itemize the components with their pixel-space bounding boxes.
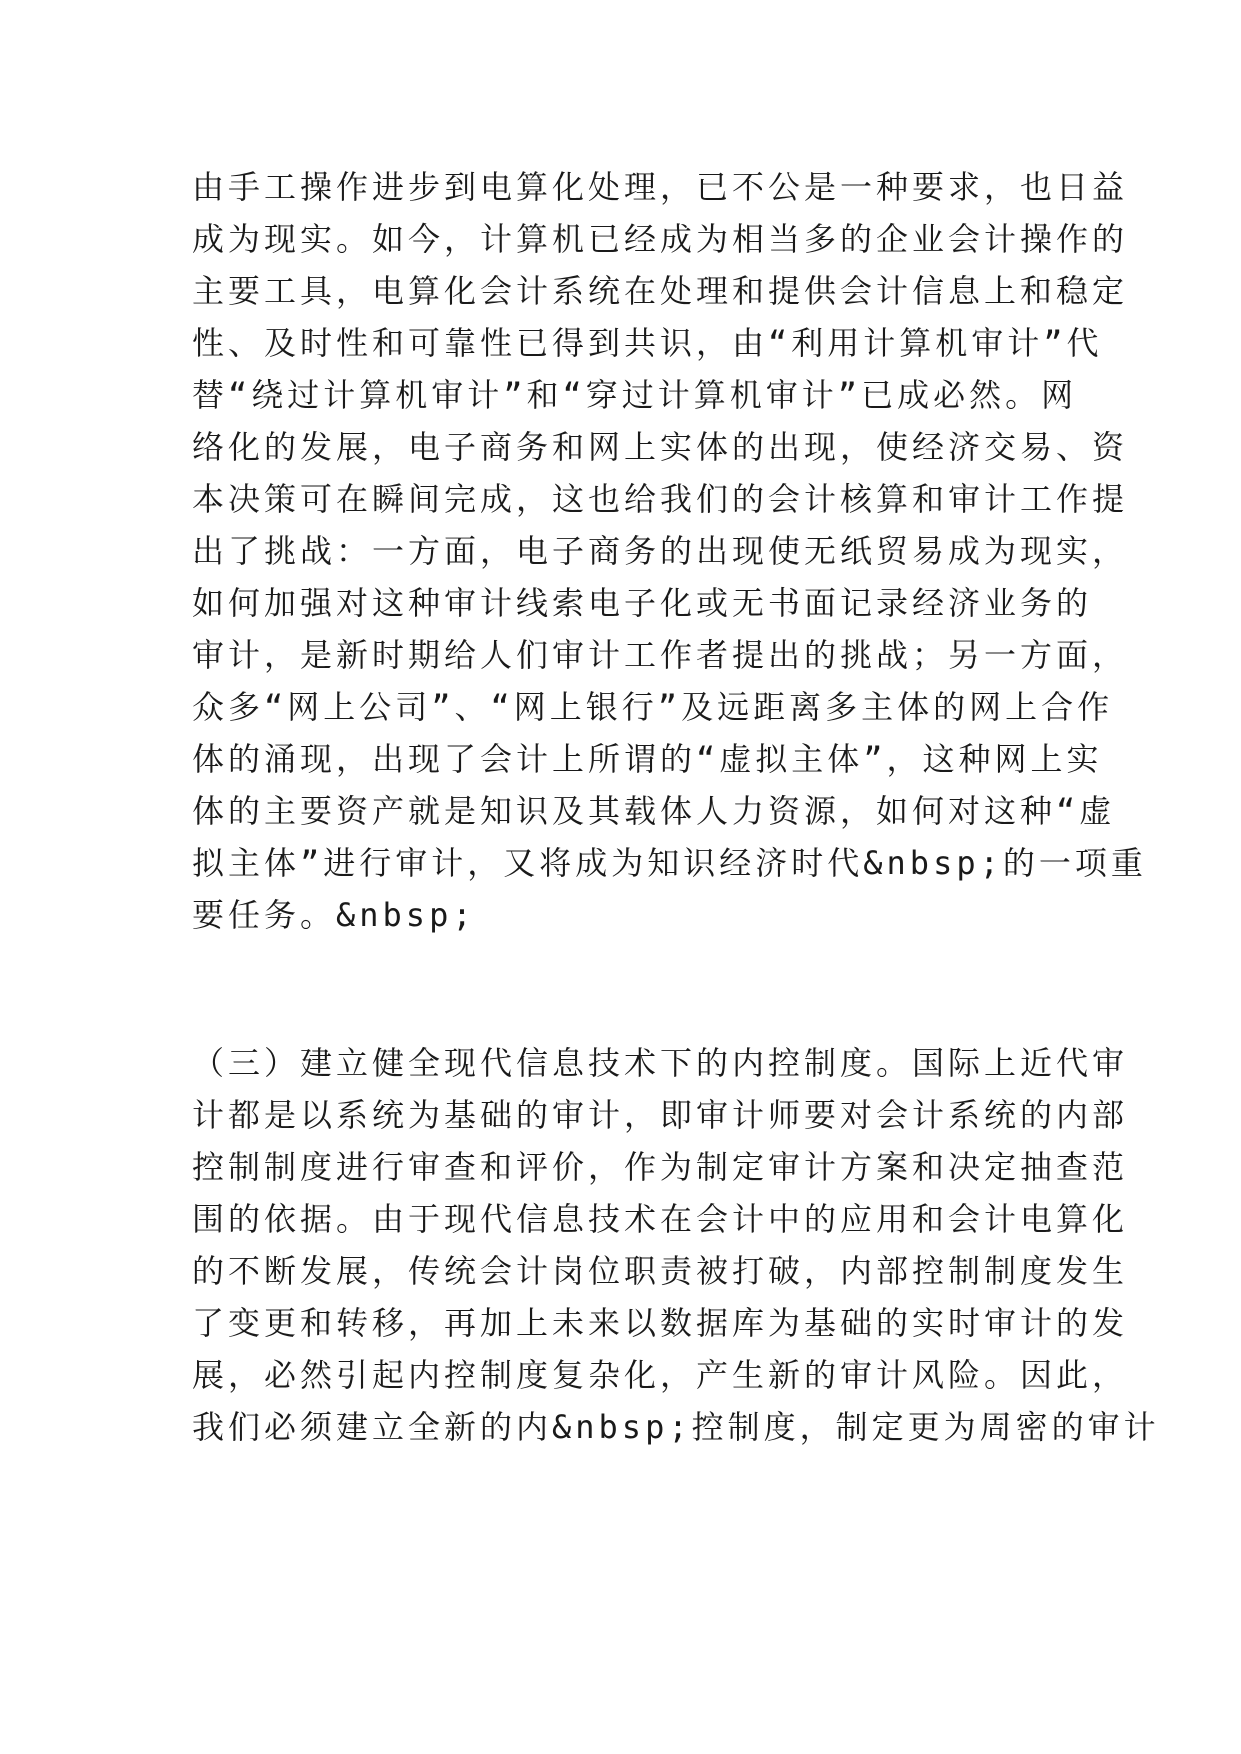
paragraph-2-line-2: 计都是以系统为基础的审计，即审计师要对会计系统的内部 xyxy=(192,1096,1129,1134)
paragraph-2-line-7: 展，必然引起内控制度复杂化，产生新的审计风险。因此， xyxy=(192,1356,1129,1394)
paragraph-1-line-7: 本决策可在瞬间完成，这也给我们的会计核算和审计工作提 xyxy=(192,480,1129,518)
paragraph-1-line-10: 审计，是新时期给人们审计工作者提出的挑战；另一方面， xyxy=(192,636,1129,674)
paragraph-1-line-5: 替“绕过计算机审计”和“穿过计算机审计”已成必然。网 xyxy=(192,376,1078,414)
paragraph-2-line-3: 控制制度进行审查和评价，作为制定审计方案和决定抽查范 xyxy=(192,1148,1129,1186)
paragraph-1-line-2: 成为现实。如今，计算机已经成为相当多的企业会计操作的 xyxy=(192,220,1129,258)
paragraph-2-line-1: （三）建立健全现代信息技术下的内控制度。国际上近代审 xyxy=(192,1044,1129,1082)
paragraph-1-line-6: 络化的发展，电子商务和网上实体的出现，使经济交易、资 xyxy=(192,428,1129,466)
paragraph-1-line-1: 由手工操作进步到电算化处理，已不公是一种要求，也日益 xyxy=(192,168,1129,206)
paragraph-1-line-9: 如何加强对这种审计线索电子化或无书面记录经济业务的 xyxy=(192,584,1093,622)
paragraph-1-line-11: 众多“网上公司”、“网上银行”及远距离多主体的网上合作 xyxy=(192,688,1114,726)
paragraph-1-line-13: 体的主要资产就是知识及其载体人力资源，如何对这种“虚 xyxy=(192,792,1116,830)
paragraph-1-line-12: 体的涌现，出现了会计上所谓的“虚拟主体”，这种网上实 xyxy=(192,740,1103,778)
paragraph-2-line-5: 的不断发展，传统会计岗位职责被打破，内部控制制度发生 xyxy=(192,1252,1129,1290)
paragraph-2-line-6: 了变更和转移，再加上未来以数据库为基础的实时审计的发 xyxy=(192,1304,1129,1342)
paragraph-2-line-8: 我们必须建立全新的内&nbsp;控制度，制定更为周密的审计 xyxy=(192,1408,1160,1446)
paragraph-1-line-14: 拟主体”进行审计，又将成为知识经济时代&nbsp;的一项重 xyxy=(192,844,1147,882)
paragraph-1-line-4: 性、及时性和可靠性已得到共识，由“利用计算机审计”代 xyxy=(192,324,1103,362)
paragraph-1-line-3: 主要工具，电算化会计系统在处理和提供会计信息上和稳定 xyxy=(192,272,1129,310)
paragraph-2-line-4: 围的依据。由于现代信息技术在会计中的应用和会计电算化 xyxy=(192,1200,1129,1238)
paragraph-1-line-15: 要任务。&nbsp; xyxy=(192,896,476,934)
paragraph-1-line-8: 出了挑战：一方面，电子商务的出现使无纸贸易成为现实， xyxy=(192,532,1129,570)
